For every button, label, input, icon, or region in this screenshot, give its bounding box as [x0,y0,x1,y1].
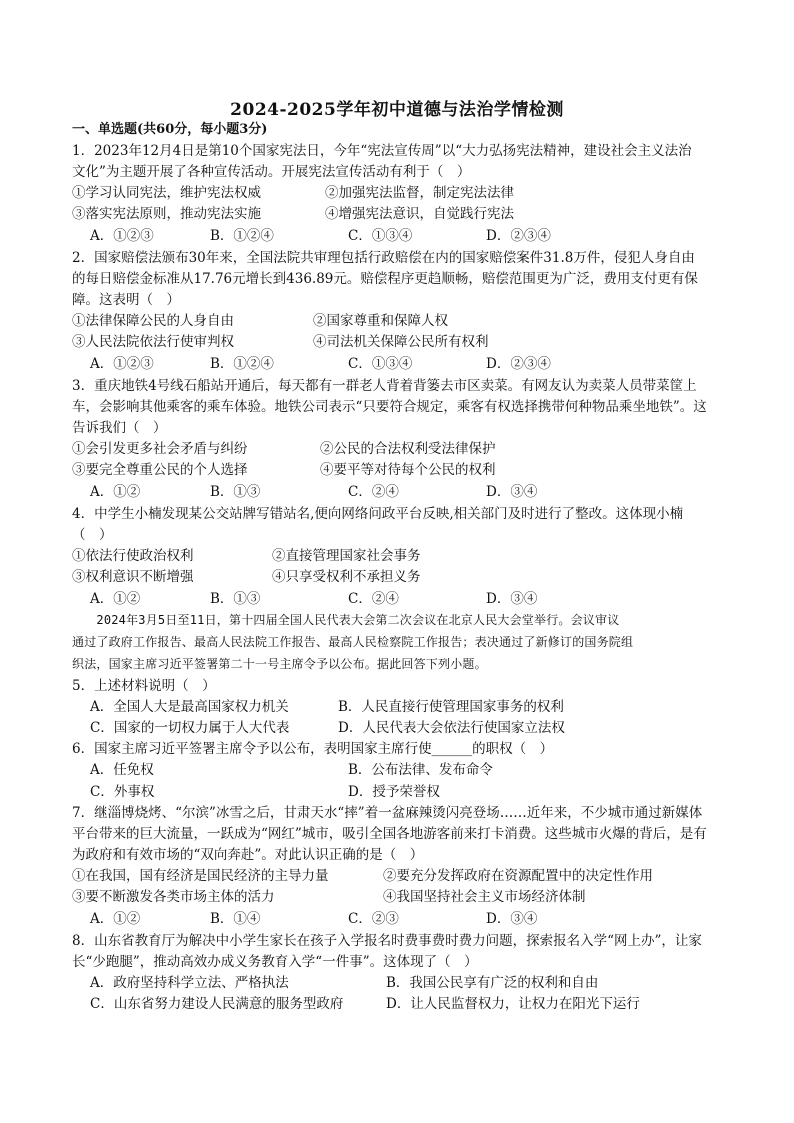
section-heading: 一、单选题(共60分，每小题3分) [72,122,268,137]
q7-stem-line3: 为政府和有效市场的“双向奔赴”。对此认识正确的是（ ） [72,847,424,863]
q6-option-c: C．外事权 [90,784,155,800]
q2-stem-line3: 障。这表明（ ） [72,292,180,308]
q2-statement-2: ②国家尊重和保障人权 [313,313,448,329]
q7-statement-2: ②要充分发挥政府在资源配置中的决定性作用 [383,868,653,884]
q8-stem-line2: 长“少跑腿”，推动高效办成义务教育入学“一件事”。这体现了（ ） [72,954,478,970]
q1-option-a: A．①②③ [90,228,154,244]
q4-statement-1: ①依法行使政治权利 [72,548,194,564]
q3-statement-1: ①会引发更多社会矛盾与纠纷 [72,441,248,457]
q1-stem-line1: 1．2023年12月4日是第10个国家宪法日，今年“宪法宣传周”以“大力弘扬宪法精神，建设社会主义法治 [72,143,692,159]
q3-option-a: A．①② [90,484,141,500]
q3-option-b: B．①③ [210,484,261,500]
q4-statement-2: ②直接管理国家社会事务 [272,548,421,564]
q4-option-a: A．①② [90,591,141,607]
q7-option-a: A．①② [90,911,141,927]
material-line3: 织法，国家主席习近平签署第二十一号主席令予以公布。据此回答下列小题。 [72,657,487,671]
q2-statement-4: ④司法机关保障公民所有权利 [313,334,489,350]
q2-option-d: D．②③④ [486,356,551,372]
q1-statement-4: ④增强宪法意识，自觉践行宪法 [325,206,514,222]
q7-option-c: C．②③ [348,911,399,927]
q7-stem-line1: 7．继淄博烧烤、“尔滨”冰雪之后，甘肃天水“摔”着一盆麻辣烫闪亮登场……近年来，不少城市通过新媒体 [72,805,703,821]
q8-option-d: D．让人民监督权力，让权力在阳光下运行 [386,996,640,1012]
q4-option-d: D．③④ [486,591,538,607]
q1-option-b: B．①②④ [210,228,274,244]
q7-statement-4: ④我国坚持社会主义市场经济体制 [383,889,586,905]
q6-option-d: D．授予荣誉权 [348,784,440,800]
q7-statement-3: ③要不断激发各类市场主体的活力 [72,889,275,905]
q6-option-a: A．任免权 [90,762,154,778]
q2-option-c: C．①③④ [348,356,413,372]
q1-stem-line2: 文化”为主题开展了各种宣传活动。开展宪法宣传活动有利于（ ） [72,164,471,180]
q3-option-c: C．②④ [348,484,399,500]
q3-stem-line2: 车，会影响其他乘客的乘车体验。地铁公司表示“只要符合规定，乘客有权选择携带何种物品乘坐地铁”。这 [72,399,707,415]
q6-stem: 6．国家主席习近平签署主席令予以公布，表明国家主席行使______的职权（ ） [72,741,554,757]
q7-option-b: B．①④ [210,911,261,927]
q5-option-c: C．国家的一切权力属于人大代表 [90,720,290,736]
q3-statement-3: ③要完全尊重公民的个人选择 [72,462,248,478]
q4-option-c: C．②④ [348,591,399,607]
q2-stem-line2: 的每日赔偿金标准从17.76元增长到436.89元。赔偿程序更趋顺畅，赔偿范围更为广泛，费用支付更有保 [72,271,698,287]
q8-option-b: B．我国公民享有广泛的权利和自由 [386,975,599,991]
q4-stem-line1: 4．中学生小楠发现某公交站牌写错站名,便向网络问政平台反映,相关部门及时进行了整改。这体现小楠 [72,506,684,522]
q3-stem-line1: 3．重庆地铁4号线石船站开通后，每天都有一群老人背着背篓去市区卖菜。有网友认为卖菜人员带菜筐上 [72,378,697,394]
q4-statement-4: ④只享受权利不承担义务 [272,569,421,585]
q8-option-c: C．山东省努力建设人民满意的服务型政府 [90,996,344,1012]
q7-stem-line2: 平台带来的巨大流量，一跃成为“网红”城市，吸引全国各地游客前来打卡消费。这些城市火爆的背后，是有 [72,826,707,842]
page-title: 2024-2025学年初中道德与法治学情检测 [230,100,564,120]
q5-stem: 5．上述材料说明（ ） [72,678,216,694]
q7-option-d: D．③④ [486,911,538,927]
material-line2: 通过了政府工作报告、最高人民法院工作报告、最高人民检察院工作报告；表决通过了新修订的国务院组 [72,635,634,649]
q4-stem-line2: （ ） [72,527,113,543]
q1-statement-1: ①学习认同宪法，维护宪法权威 [72,185,261,201]
q2-statement-3: ③人民法院依法行使审判权 [72,334,234,350]
q8-option-a: A．政府坚持科学立法、严格执法 [90,975,289,991]
q2-stem-line1: 2．国家赔偿法颁布30年来，全国法院共审理包括行政赔偿在内的国家赔偿案件31.8万件，侵犯人身自由 [72,250,695,266]
q2-statement-1: ①法律保障公民的人身自由 [72,313,234,329]
q3-statement-2: ②公民的合法权利受法律保护 [320,441,496,457]
q7-statement-1: ①在我国，国有经济是国民经济的主导力量 [72,868,329,884]
q4-option-b: B．①③ [210,591,261,607]
q1-option-d: D．②③④ [486,228,551,244]
q6-option-b: B．公布法律、发布命令 [348,762,493,778]
material-line1: 2024年3月5日至11日，第十四届全国人民代表大会第二次会议在北京人民大会堂举行。会议审议 [72,613,620,627]
q1-option-c: C．①③④ [348,228,413,244]
q3-stem-line3: 告诉我们（ ） [72,420,167,436]
q1-statement-3: ③落实宪法原则，推动宪法实施 [72,206,261,222]
q2-option-b: B．①②④ [210,356,274,372]
q5-option-d: D．人民代表大会依法行使国家立法权 [338,720,565,736]
q8-stem-line1: 8．山东省教育厅为解决中小学生家长在孩子入学报名时费事费时费力问题，探索报名入学“网上办”，让家 [72,933,702,949]
q2-option-a: A．①②③ [90,356,154,372]
q4-statement-3: ③权利意识不断增强 [72,569,194,585]
q5-option-a: A．全国人大是最高国家权力机关 [90,699,289,715]
q3-statement-4: ④要平等对待每个公民的权利 [320,462,496,478]
q5-option-b: B．人民直接行使管理国家事务的权利 [338,699,564,715]
q3-option-d: D．③④ [486,484,538,500]
q1-statement-2: ②加强宪法监督，制定宪法法律 [325,185,514,201]
